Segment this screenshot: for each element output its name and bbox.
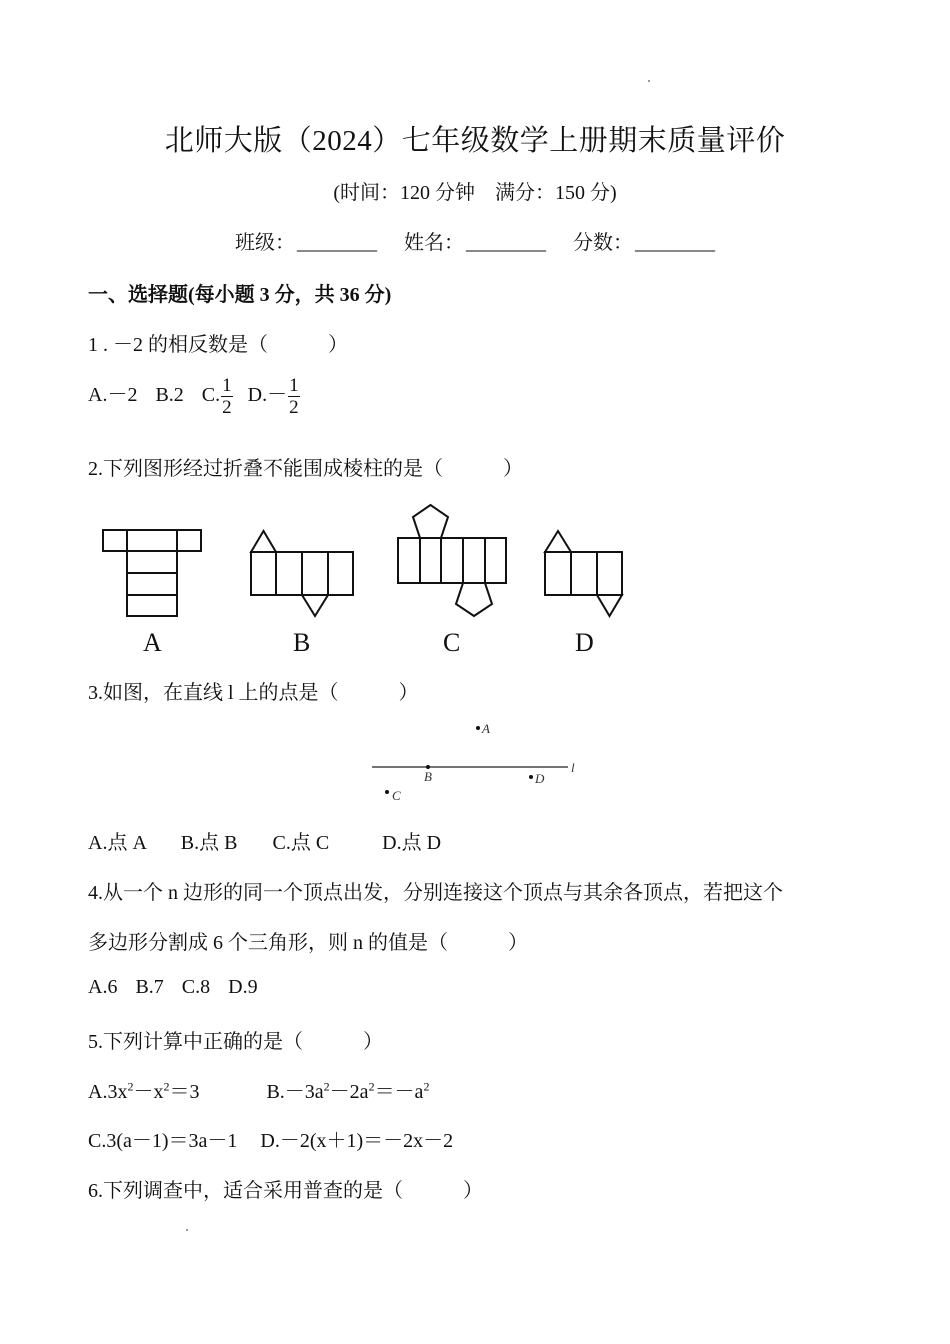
name-blank[interactable]: ________: [466, 232, 546, 254]
line-label: l: [571, 760, 575, 775]
q1-option-d-fraction: $\frac{1}{2}$: [289, 375, 299, 418]
class-label: 班级：: [235, 232, 295, 254]
scan-dot: [648, 80, 650, 82]
name-label: 姓名：: [404, 232, 464, 254]
question-4-stem-line-2: 多边形分割成 6 个三角形，则 n 的值是（ ）: [88, 932, 528, 954]
q3-option-c: C.点 C: [272, 832, 330, 854]
q2-nets-figure: [0, 500, 950, 660]
question-4-options: [88, 976, 258, 999]
question-1-stem: 1 . －2 的相反数是（ ）: [88, 334, 348, 356]
question-3-options: [88, 826, 441, 855]
question-5-stem: 5.下列计算中正确的是（ ）: [88, 1031, 383, 1053]
net-a: [103, 530, 201, 616]
net-b: [251, 531, 353, 616]
q3-option-a: A.点 A: [88, 832, 146, 854]
q5-option-d: D.－2(x＋1)＝－2x－2: [260, 1130, 454, 1152]
score-blank[interactable]: ________: [635, 232, 715, 254]
point-a-label: A: [482, 721, 490, 736]
q1-option-c-fraction: $\frac{1}{2}$: [222, 375, 232, 418]
class-blank[interactable]: ________: [297, 232, 377, 254]
q3-line-figure: [360, 712, 600, 812]
q1-option-d-prefix: D.－: [247, 384, 288, 407]
question-2-stem: 2.下列图形经过折叠不能围成棱柱的是（ ）: [88, 458, 523, 480]
point-c-label: C: [392, 788, 401, 803]
q4-option-d: D.9: [228, 976, 258, 998]
question-3-stem: 3.如图，在直线 l 上的点是（ ）: [88, 682, 419, 704]
q5-option-c: C.3(a－1)＝3a－1: [88, 1130, 238, 1152]
question-5-options-row-1: [88, 1075, 429, 1104]
point-d-label: D: [535, 771, 545, 786]
exam-subtitle: (时间：120 分钟 满分：150 分): [333, 182, 617, 204]
page-title: 北师大版（2024）七年级数学上册期末质量评价: [164, 125, 786, 157]
q3-option-d: D.点 D: [382, 832, 442, 854]
score-label: 分数：: [573, 232, 633, 254]
question-6-stem: 6.下列调查中，适合采用普查的是（ ）: [88, 1180, 483, 1202]
q3-option-b: B.点 B: [180, 832, 238, 854]
q1-option-c-prefix: C.: [201, 384, 221, 407]
point-a: [476, 726, 480, 730]
q5-option-a: $A.3x^2-x^2=3$: [88, 1079, 200, 1103]
point-d: [529, 775, 533, 779]
scan-dot-bottom: [186, 1229, 188, 1231]
section-heading: 一、选择题(每小题 3 分，共 36 分): [88, 284, 392, 306]
student-info-row: [0, 226, 950, 255]
q4-option-c: C.8: [181, 976, 211, 998]
question-5-options-row-2: [88, 1124, 453, 1153]
net-label-d: D: [575, 628, 594, 657]
net-label-a: A: [143, 628, 162, 657]
net-label-c: C: [443, 628, 461, 657]
net-d: [545, 531, 622, 616]
question-1-options: [88, 376, 301, 417]
net-c: [398, 505, 506, 616]
net-label-b: B: [293, 628, 311, 657]
q1-option-a: A.－2: [88, 384, 138, 407]
point-c: [385, 790, 389, 794]
question-4-stem-line-1: 4.从一个 n 边形的同一个顶点出发，分别连接这个顶点与其余各顶点，若把这个: [88, 882, 783, 904]
q4-option-b: B.7: [135, 976, 164, 998]
q5-option-b: $B.-3a^2-2a^2=-a^2$: [266, 1079, 430, 1103]
q1-option-b: B.2: [155, 384, 184, 407]
point-b-label: B: [424, 769, 432, 784]
q4-option-a: A.6: [88, 976, 118, 998]
